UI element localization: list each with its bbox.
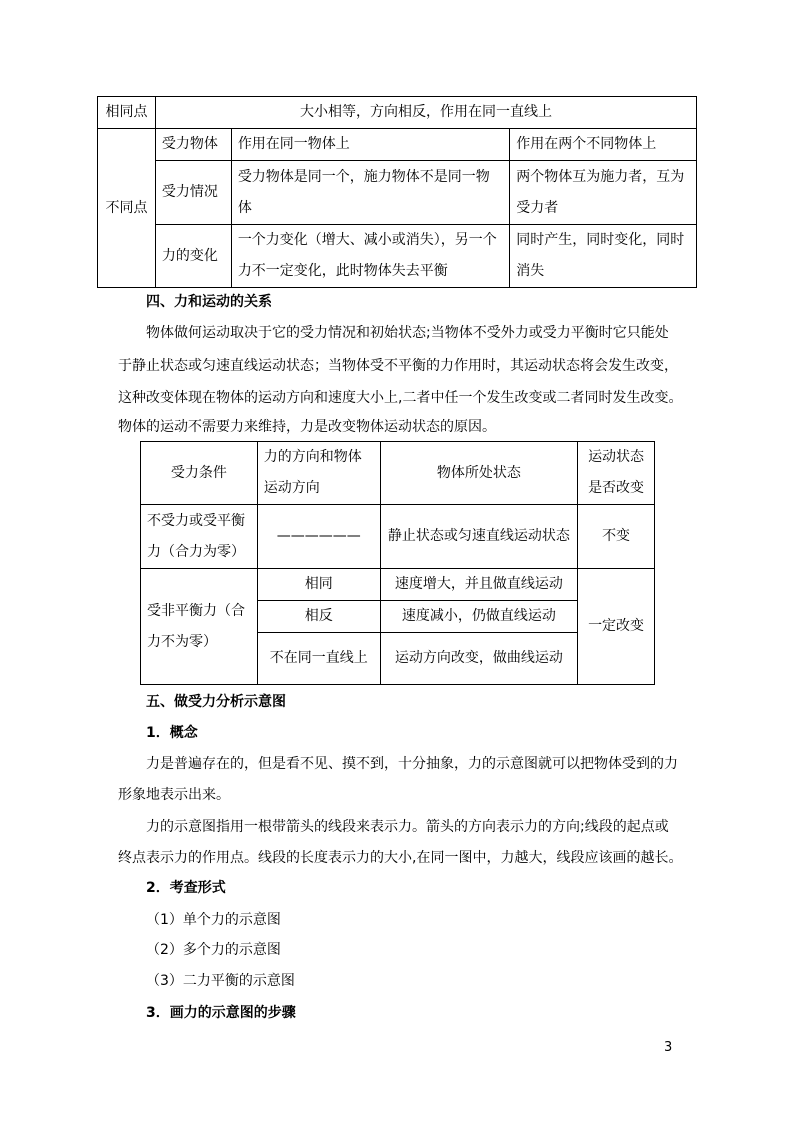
cell-a-line1: 一个力变化（增大、减小或消失），另一个	[237, 232, 497, 248]
direction-cell: 相同	[257, 569, 380, 601]
cell-a: 受力物体是同一个，施力物体不是同一物体	[231, 161, 509, 225]
state-cell: 静止状态或匀速直线运动状态	[380, 505, 577, 569]
header-direction-line1: 力的方向和物体	[263, 449, 362, 465]
concept-line: 力的示意图指用一根带箭头的线段来表示力。箭头的方向表示力的方向;线段的起点或	[146, 819, 669, 835]
section4-line: 于静止状态或匀速直线运动状态；当物体受不平衡的力作用时，其运动状态将会发生改变，	[118, 358, 678, 374]
row-label: 力的变化	[155, 225, 231, 288]
concept-line: 力是普遍存在的，但是看不见、摸不到，十分抽象，力的示意图就可以把物体受到的力	[146, 756, 678, 772]
section4-line: 物体的运动不需要力来维持，力是改变物体运动状态的原因。	[118, 419, 496, 435]
cond-balanced-line2: 力（合力为零）	[147, 543, 245, 560]
header-change-line2: 是否改变	[588, 480, 645, 496]
subheading-steps: 3．画力的示意图的步骤	[146, 1005, 296, 1021]
direction-cell: 相反	[257, 601, 380, 633]
change-cell: 不变	[578, 505, 655, 569]
cell-a-line2: 力不一定变化，此时物体失去平衡	[237, 263, 448, 279]
same-point-label: 相同点	[98, 97, 156, 129]
direction-none: ——————	[257, 505, 380, 569]
concept-line: 形象地表示出来。	[118, 787, 230, 803]
cell-b-line1: 同时产生，同时变化，同时	[516, 232, 685, 248]
direction-cell: 不在同一直线上	[257, 633, 380, 685]
cell-b-line2: 消失	[516, 263, 545, 279]
cell-b	[510, 161, 697, 225]
diff-point-label: 不同点	[98, 129, 156, 288]
page-number: 3	[664, 1040, 673, 1055]
header-condition: 受力条件	[141, 442, 258, 505]
subheading-forms: 2．考查形式	[146, 880, 226, 896]
row-label: 受力情况	[155, 161, 231, 225]
cell-b	[510, 225, 697, 288]
comparison-table	[97, 96, 697, 288]
section4-line: 物体做何运动取决于它的受力情况和初始状态;当物体不受外力或受力平衡时它只能处	[146, 325, 669, 341]
cond-unbalanced	[141, 569, 258, 685]
concept-line: 终点表示力的作用点。线段的长度表示力的大小,在同一图中，力越大，线段应该画的越长。	[118, 850, 683, 866]
form-item: （2）多个力的示意图	[146, 942, 281, 958]
cond-balanced	[141, 505, 258, 569]
header-change-line1: 运动状态	[588, 449, 645, 465]
same-point-text: 大小相等，方向相反，作用在同一直线上	[155, 97, 696, 129]
cell-a	[231, 225, 509, 288]
subheading-concept: 1．概念	[146, 725, 198, 741]
cond-unbalanced-line2: 力不为零）	[147, 633, 217, 650]
force-motion-table	[140, 441, 655, 685]
state-cell: 速度减小，仍做直线运动	[380, 601, 577, 633]
section4-heading: 四、力和运动的关系	[146, 294, 272, 310]
header-state: 物体所处状态	[380, 442, 577, 505]
state-cell: 速度增大，并且做直线运动	[380, 569, 577, 601]
section4-line: 这种改变体现在物体的运动方向和速度大小上,二者中任一个发生改变或二者同时发生改变。	[118, 390, 683, 406]
cond-balanced-line1: 不受力或受平衡	[147, 512, 245, 529]
header-direction	[257, 442, 380, 505]
form-item: （1）单个力的示意图	[146, 912, 281, 928]
cell-b-line1: 两个物体互为施力者，互为	[516, 168, 685, 185]
form-item: （3）二力平衡的示意图	[146, 973, 295, 989]
header-change	[578, 442, 655, 505]
cond-unbalanced-line1: 受非平衡力（合	[147, 602, 245, 619]
state-cell: 运动方向改变，做曲线运动	[380, 633, 577, 685]
header-direction-line2: 运动方向	[263, 480, 320, 496]
cell-a: 作用在同一物体上	[231, 129, 509, 161]
section5-heading: 五、做受力分析示意图	[146, 694, 286, 710]
cell-b-line2: 受力者	[516, 199, 559, 216]
change-cell: 一定改变	[578, 569, 655, 685]
row-label: 受力物体	[155, 129, 231, 161]
cell-b: 作用在两个不同物体上	[510, 129, 697, 161]
